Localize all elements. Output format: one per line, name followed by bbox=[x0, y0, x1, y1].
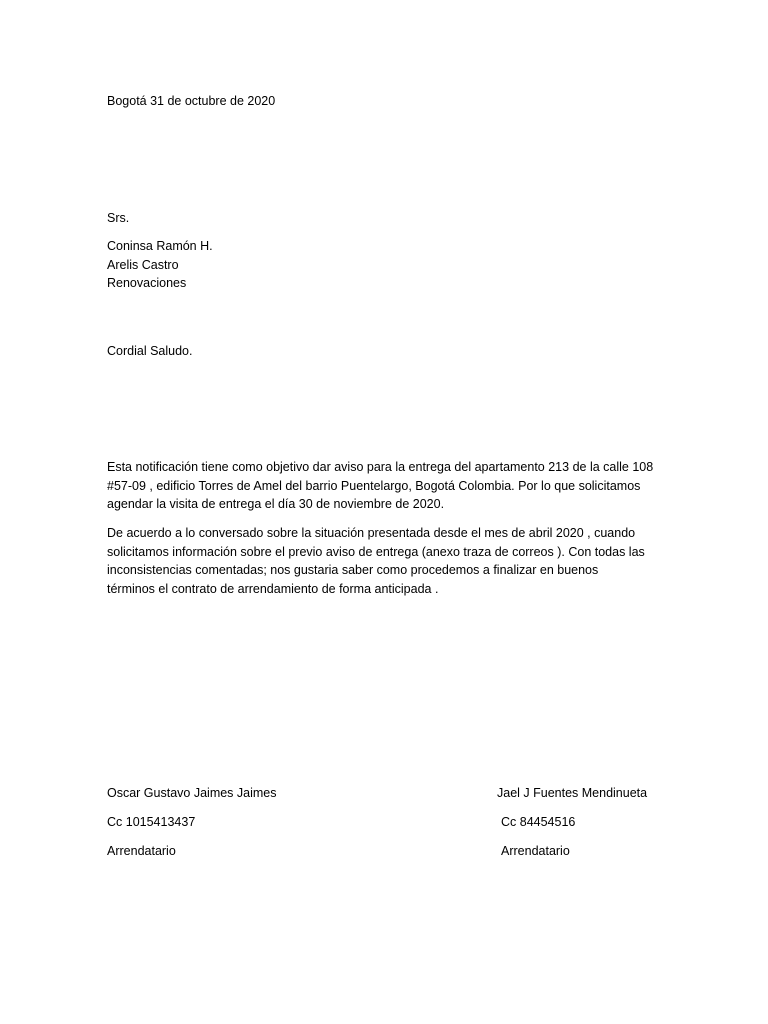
paragraph-line: agendar la visita de entrega el día 30 de noviembre de 2020. bbox=[107, 497, 445, 511]
paragraph-line: #57-09 , edificio Torres de Amel del barrio Puentelargo, Bogotá Colombia. Por lo que solicitamos bbox=[107, 478, 641, 493]
paragraph-line: inconsistencias comentadas; nos gustaria saber como procedemos a finalizar en buenos bbox=[107, 563, 599, 577]
recipient-line: Arelis Castro bbox=[107, 257, 179, 272]
signer-role: Arrendatario bbox=[501, 844, 570, 858]
signer-id: Cc 84454516 bbox=[501, 815, 576, 829]
greeting: Cordial Saludo. bbox=[107, 344, 193, 358]
signer-name: Oscar Gustavo Jaimes Jaimes bbox=[107, 786, 277, 800]
recipients-block bbox=[107, 237, 213, 293]
paragraph-line: De acuerdo a lo conversado sobre la situación presentada desde el mes de abril 2020 , cuando bbox=[107, 526, 636, 540]
paragraph-line: Esta notificación tiene como objetivo dar aviso para la entrega del apartamento 213 de la calle 108 bbox=[107, 460, 654, 474]
signer-name: Jael J Fuentes Mendinueta bbox=[497, 786, 648, 800]
body-paragraph-1 bbox=[107, 458, 653, 514]
paragraph-line: términos el contrato de arrendamiento de forma anticipada . bbox=[107, 581, 439, 596]
paragraph-line: solicitamos información sobre el previo aviso de entrega (anexo traza de correos ). Con todas las bbox=[107, 544, 645, 559]
recipient-line: Renovaciones bbox=[107, 276, 187, 290]
recipient-line: Coninsa Ramón H. bbox=[107, 239, 213, 253]
body-paragraph-2 bbox=[107, 524, 645, 598]
signer-role: Arrendatario bbox=[107, 844, 176, 858]
date-line: Bogotá 31 de octubre de 2020 bbox=[107, 94, 276, 108]
signer-id: Cc 1015413437 bbox=[107, 815, 196, 829]
salutation-to: Srs. bbox=[107, 211, 130, 225]
